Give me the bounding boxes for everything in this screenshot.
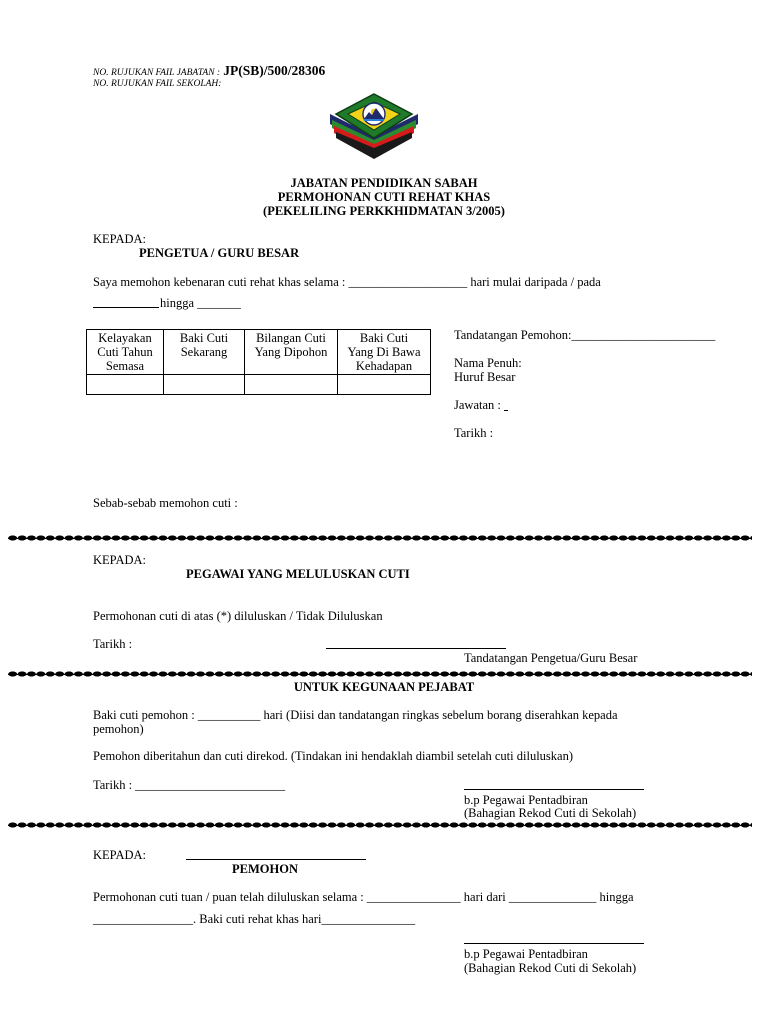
sebab-label: Sebab-sebab memohon cuti : [93,496,238,510]
section-divider [8,671,752,677]
section4-recipient: PEMOHON [232,862,298,876]
start-date-blank[interactable] [93,307,159,308]
section-divider [8,822,752,828]
approval-notice-line-2[interactable]: ________________. Baki cuti rehat khas hari_______________ [93,912,416,926]
baki-cuti-line-2: pemohon) [93,722,144,736]
section2-recipient: PEGAWAI YANG MELULUSKAN CUTI [186,567,410,581]
principal-signature-caption: Tandatangan Pengetua/Guru Besar [464,651,638,665]
principal-signature-line[interactable] [326,648,506,649]
table-cell-kelayakan-input[interactable] [87,375,164,395]
final-signature-line[interactable] [464,943,644,944]
section3-bp-dept: (Bahagian Rekod Cuti di Sekolah) [464,806,637,820]
section4-bp-dept: (Bahagian Rekod Cuti di Sekolah) [464,961,637,975]
table-header-bilangan-dipohon: Bilangan Cuti Yang Dipohon [245,330,338,375]
section4-bp-officer: b.p Pegawai Pentadbiran [464,947,588,961]
ref-jabatan-label: NO. RUJUKAN FAIL JABATAN : [93,68,221,78]
huruf-besar-label: Huruf Besar [454,370,516,384]
section4-kepada: KEPADA: [93,848,147,862]
table-header-baki-sekarang: Baki Cuti Sekarang [164,330,245,375]
officer-signature-line[interactable] [464,789,644,790]
nama-penuh-label: Nama Penuh: [454,356,522,370]
notified-statement: Pemohon diberitahun dan cuti direkod. (Tindakan ini hendaklah diambil setelah cuti diluluskan) [93,749,573,763]
table-cell-baki-sekarang-input[interactable] [164,375,245,395]
section1-tarikh-label: Tarikh : [454,426,494,440]
section3-bp-officer: b.p Pegawai Pentadbiran [464,793,588,807]
section1-kepada: KEPADA: [93,232,147,246]
section3-tarikh-field[interactable]: Tarikh : ________________________ [93,778,286,792]
table-row [87,375,431,395]
form-title-line-1: JABATAN PENDIDIKAN SABAH [290,176,478,190]
section-divider [8,535,752,541]
jabatan-pendidikan-sabah-crest-icon [328,92,420,160]
form-title-line-3: (PEKELILING PERKKHIDMATAN 3/2005) [263,204,505,218]
table-header-kelayakan: Kelayakan Cuti Tahun Semasa [87,330,164,375]
recipient-name-line[interactable] [186,859,366,860]
section2-kepada: KEPADA: [93,553,147,567]
approval-notice-line-1[interactable]: Permohonan cuti tuan / puan telah diluluskan selama : _______________ hari dari ______________ hingga [93,890,634,904]
section1-request-line-1[interactable]: Saya memohon kebenaran cuti rehat khas selama : ___________________ hari mulai daripada / pada [93,275,601,289]
table-cell-baki-kehadapan-input[interactable] [338,375,431,395]
leave-balance-table [86,329,431,395]
office-use-title: UNTUK KEGUNAAN PEJABAT [293,680,475,694]
baki-cuti-line-1[interactable]: Baki cuti pemohon : __________ hari (Diisi dan tandatangan ringkas sebelum borang diserahkan kepada [93,708,618,722]
jawatan-field[interactable] [504,410,508,411]
section2-tarikh-label: Tarikh : [93,637,133,651]
ref-sekolah-label: NO. RUJUKAN FAIL SEKOLAH: [93,79,222,89]
section1-request-line-2[interactable]: hingga _______ [160,296,241,310]
table-header-baki-kehadapan: Baki Cuti Yang Di Bawa Kehadapan [338,330,431,375]
jawatan-label: Jawatan : [454,398,501,412]
approval-statement[interactable]: Permohonan cuti di atas (*) diluluskan / Tidak Diluluskan [93,609,383,623]
section1-recipient: PENGETUA / GURU BESAR [139,246,300,260]
form-title-line-2: PERMOHONAN CUTI REHAT KHAS [277,190,491,204]
ref-jabatan-value: JP(SB)/500/28306 [223,63,326,78]
applicant-signature-field[interactable]: Tandatangan Pemohon:_______________________ [454,328,716,342]
table-cell-bilangan-dipohon-input[interactable] [245,375,338,395]
